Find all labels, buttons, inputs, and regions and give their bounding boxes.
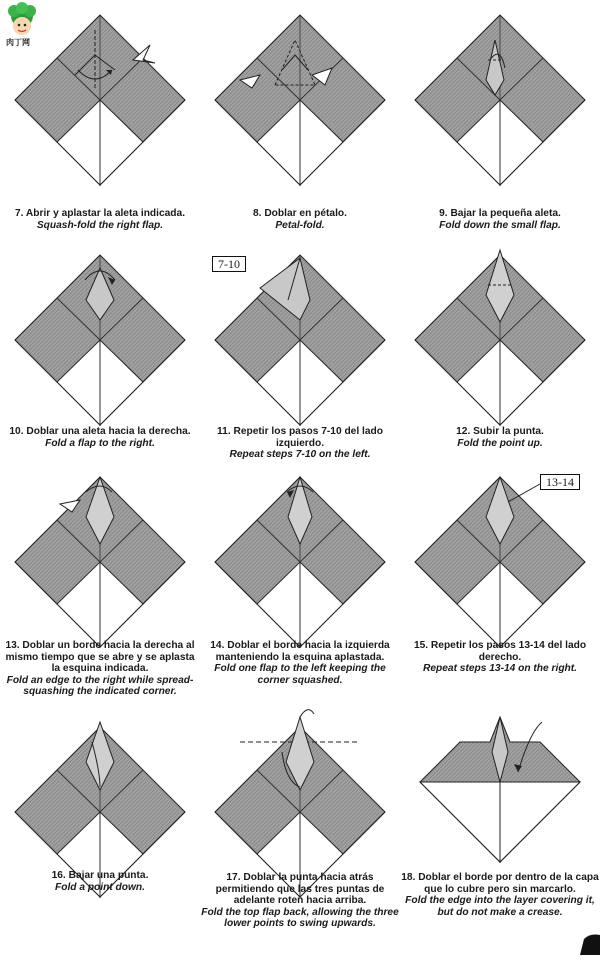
step-8-diagram bbox=[200, 0, 400, 205]
step-12-caption: 12. Subir la punta. Fold the point up. bbox=[456, 426, 544, 449]
step-10-diagram bbox=[0, 240, 200, 425]
step-7-diagram bbox=[0, 0, 200, 205]
step-14 bbox=[200, 462, 400, 712]
step-11 bbox=[200, 240, 400, 462]
step-9-diagram bbox=[400, 0, 600, 205]
step-13-caption: 13. Doblar un borde hacia la derecha al mismo tiempo que se abre y se aplasta la esquina indicada. Fold an edge to the right while spread-squashing the indicated corner. bbox=[5, 640, 195, 697]
step-16 bbox=[0, 712, 200, 955]
step-13-diagram bbox=[0, 462, 200, 637]
step-7-caption: 7. Abrir y aplastar la aleta indicada. Squash-fold the right flap. bbox=[14, 208, 186, 231]
step-15-reference-label: 13-14 bbox=[540, 474, 580, 490]
step-8 bbox=[200, 0, 400, 240]
step-15-caption: 15. Repetir los pasos 13-14 del lado derecho. Repeat steps 13-14 on the right. bbox=[413, 640, 587, 674]
step-17-caption: 17. Doblar la punta hacia atrás permitiendo que las tres puntas de adelante roten hacia arriba. Fold the top flap back, allowing the three lower points to swing upwards. bbox=[201, 872, 399, 929]
step-18-caption: 18. Doblar el borde por dentro de la capa que lo cubre pero sin marcarlo. Fold the edge into the layer covering it, but do not make a crease. bbox=[401, 872, 599, 918]
step-14-diagram bbox=[200, 462, 400, 637]
step-18 bbox=[400, 712, 600, 955]
step-16-diagram bbox=[0, 712, 200, 867]
step-9-caption: 9. Bajar la pequeña aleta. Fold down the small flap. bbox=[439, 208, 561, 231]
step-7 bbox=[0, 0, 200, 240]
step-11-reference-label: 7-10 bbox=[212, 256, 246, 272]
step-12-diagram bbox=[400, 240, 600, 425]
step-12 bbox=[400, 240, 600, 462]
step-18-diagram bbox=[400, 712, 600, 867]
step-14-caption: 14. Doblar el borde hacia la izquierda manteniendo la esquina aplastada. Fold one flap to the left keeping the corner squashed. bbox=[210, 640, 390, 686]
step-11-caption: 11. Repetir los pasos 7-10 del lado izquierdo. Repeat steps 7-10 on the left. bbox=[217, 426, 383, 460]
step-10 bbox=[0, 240, 200, 462]
step-17 bbox=[200, 712, 400, 955]
step-8-caption: 8. Doblar en pétalo. Petal-fold. bbox=[253, 208, 347, 231]
step-10-caption: 10. Doblar una aleta hacia la derecha. Fold a flap to the right. bbox=[9, 426, 191, 449]
step-9 bbox=[400, 0, 600, 240]
step-17-diagram bbox=[200, 712, 400, 867]
page-corner-mark bbox=[580, 933, 600, 955]
step-15 bbox=[400, 462, 600, 712]
logo-text: 肉丁网 bbox=[6, 38, 30, 47]
step-16-caption: 16. Bajar una punta. Fold a point down. bbox=[51, 870, 149, 893]
step-13 bbox=[0, 462, 200, 712]
